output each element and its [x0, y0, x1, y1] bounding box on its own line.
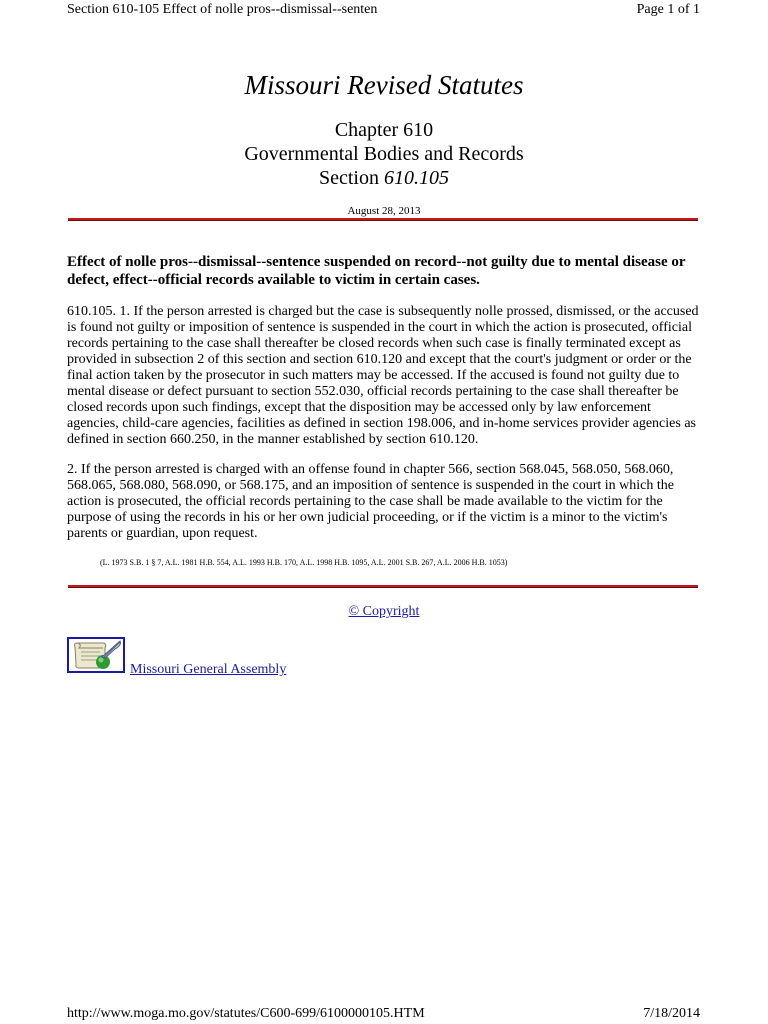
copyright-link[interactable]: © Copyright	[348, 604, 420, 619]
section-heading: Effect of nolle pros--dismissal--sentence suspended on record--not guilty due to mental disease or defect, effect--official records available to victim in certain cases.	[67, 254, 686, 288]
assembly-link-row	[130, 662, 286, 678]
section-number: 610.105	[384, 167, 449, 189]
chapter-number: Chapter 610	[334, 119, 434, 141]
divider-top	[68, 218, 698, 221]
assembly-logo-link[interactable]	[67, 637, 125, 673]
section-line	[0, 166, 768, 190]
chapter-name: Governmental Bodies and Records	[244, 143, 524, 165]
print-header-page: Page 1 of 1	[636, 2, 700, 17]
missouri-general-assembly-link[interactable]: Missouri General Assembly	[130, 662, 287, 677]
paragraph-1: 610.105. 1. If the person arrested is charged but the case is subsequently nolle prossed, dismissed, or the accused is found not guilty or imposition of sentence is suspended in the court in which the action is prosecuted, official records pertaining to the case shall thereafter be closed records when such case is finally terminated except as provided in subsection 2 of this section and section 610.120 and except that the court's judgment or order or the final action taken by the prosecutor in such matters may be accessed. If the accused is found not guilty due to mental disease or defect pursuant to section 552.030, official records pertaining to the case shall thereafter be closed records upon such findings, except that the disposition may be accessed only by law enforcement agencies, child-care agencies, facilities as defined in section 198.006, and in-home services provider agencies as defined in section 660.250, in the manner established by section 610.120.	[67, 304, 699, 447]
section-prefix: Section	[319, 167, 384, 189]
paragraph-2: 2. If the person arrested is charged with an offense found in chapter 566, section 568.045, 568.050, 568.060, 568.065, 568.080, 568.090, or 568.175, and an imposition of sentence is suspended in the court in which the action is prosecuted, the official records pertaining to the case shall be made available to the victim for the purpose of using the records in his or her own judicial proceeding, or if the victim is a minor to the victim's parents or guardian, upon request.	[67, 462, 674, 541]
page-title: Missouri Revised Statutes	[244, 70, 524, 100]
quill-scroll-logo-icon	[69, 639, 123, 671]
statute-date: August 28, 2013	[347, 205, 421, 217]
print-footer-date: 7/18/2014	[643, 1006, 700, 1021]
divider-bottom	[68, 585, 698, 588]
print-footer-url: http://www.moga.mo.gov/statutes/C600-699/6100000105.HTM	[67, 1006, 425, 1021]
copyright-row	[0, 604, 768, 620]
legislative-history: (L. 1973 S.B. 1 § 7, A.L. 1981 H.B. 554, A.L. 1993 H.B. 170, A.L. 1998 H.B. 1095, A.L. 2001 S.B. 267, A.L. 2006 H.B. 1053)	[100, 558, 508, 567]
chapter-block	[0, 118, 768, 190]
print-header-title: Section 610-105 Effect of nolle pros--dismissal--senten	[67, 2, 378, 17]
